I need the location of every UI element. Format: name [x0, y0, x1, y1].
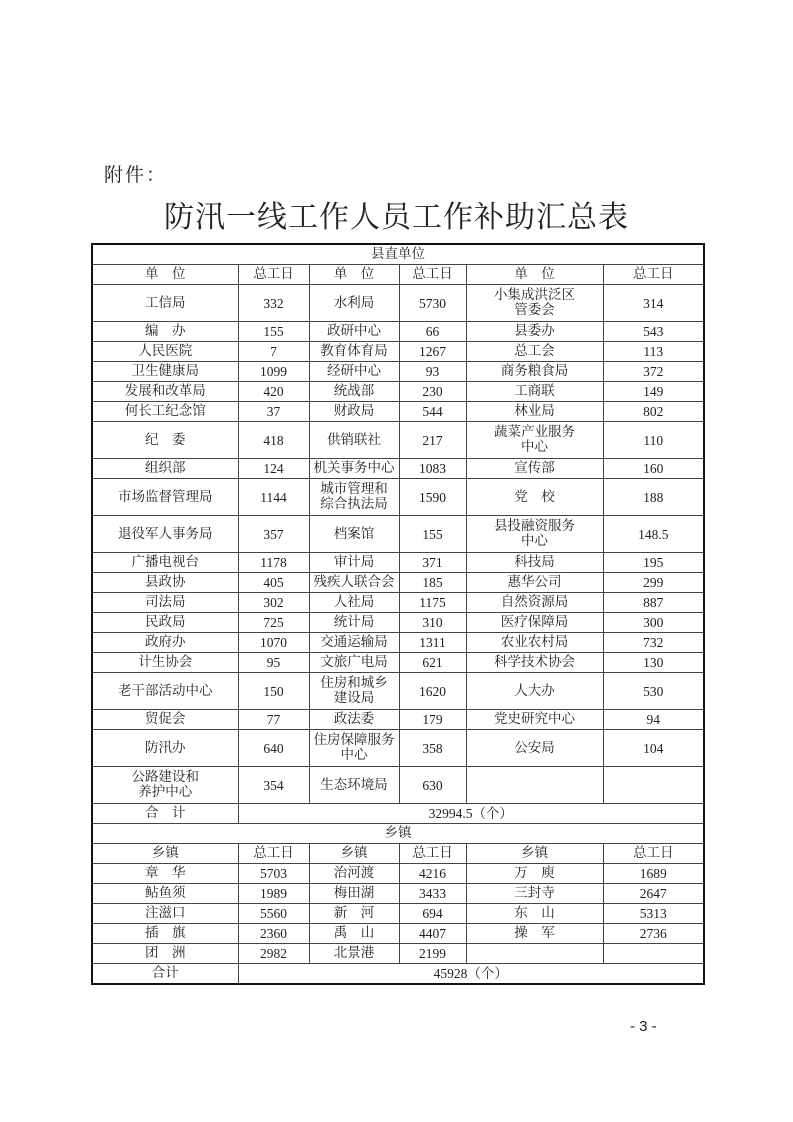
- unit-cell: 政研中心: [309, 322, 399, 342]
- workdays-cell: 299: [603, 573, 704, 593]
- unit-cell: 东 山: [466, 904, 603, 924]
- unit-cell: 注滋口: [92, 904, 238, 924]
- unit-cell: 人民医院: [92, 342, 238, 362]
- table-row: [92, 479, 704, 516]
- workdays-cell: 732: [603, 633, 704, 653]
- workdays-cell: 1144: [238, 479, 309, 516]
- unit-cell: 档案馆: [309, 516, 399, 553]
- unit-cell: 县委办: [466, 322, 603, 342]
- unit-cell: 科技局: [466, 553, 603, 573]
- unit-cell: 三封寺: [466, 884, 603, 904]
- workdays-cell: 95: [238, 653, 309, 673]
- unit-cell: 财政局: [309, 402, 399, 422]
- unit-cell: 交通运输局: [309, 633, 399, 653]
- workdays-cell: 1267: [399, 342, 466, 362]
- column-header: 总工日: [399, 844, 466, 864]
- unit-cell: 科学技术协会: [466, 653, 603, 673]
- workdays-cell: 2360: [238, 924, 309, 944]
- county-column-headers: [92, 265, 704, 285]
- unit-cell: 公安局: [466, 730, 603, 767]
- column-header: 乡镇: [466, 844, 603, 864]
- unit-cell: 自然资源局: [466, 593, 603, 613]
- workdays-cell: 332: [238, 285, 309, 322]
- workdays-cell: 372: [603, 362, 704, 382]
- workdays-cell: 150: [238, 673, 309, 710]
- workdays-cell: 124: [238, 459, 309, 479]
- workdays-cell: 160: [603, 459, 704, 479]
- workdays-cell: 314: [603, 285, 704, 322]
- unit-cell: 计生协会: [92, 653, 238, 673]
- table-row: [92, 944, 704, 964]
- unit-cell: 党 校: [466, 479, 603, 516]
- unit-cell: 小集成洪泛区 管委会: [466, 285, 603, 322]
- workdays-cell: 621: [399, 653, 466, 673]
- column-header: 单 位: [309, 265, 399, 285]
- workdays-cell: 155: [399, 516, 466, 553]
- workdays-cell: 7: [238, 342, 309, 362]
- unit-cell: 老干部活动中心: [92, 673, 238, 710]
- table-row: [92, 382, 704, 402]
- table-row: [92, 673, 704, 710]
- unit-cell: 总工会: [466, 342, 603, 362]
- column-header: 总工日: [238, 844, 309, 864]
- unit-cell: 团 洲: [92, 944, 238, 964]
- workdays-cell: 358: [399, 730, 466, 767]
- workdays-cell: 310: [399, 613, 466, 633]
- unit-cell: 机关事务中心: [309, 459, 399, 479]
- column-header: 总工日: [238, 265, 309, 285]
- table-row: [92, 653, 704, 673]
- total-label: 合计: [92, 964, 238, 985]
- unit-cell: 北景港: [309, 944, 399, 964]
- workdays-cell: 1070: [238, 633, 309, 653]
- unit-cell: 发展和改革局: [92, 382, 238, 402]
- workdays-cell: 887: [603, 593, 704, 613]
- workdays-cell: 1620: [399, 673, 466, 710]
- workdays-cell: 110: [603, 422, 704, 459]
- unit-cell: 住房和城乡 建设局: [309, 673, 399, 710]
- workdays-cell: 2199: [399, 944, 466, 964]
- table-row: [92, 613, 704, 633]
- workdays-cell: 1311: [399, 633, 466, 653]
- unit-cell: 退役军人事务局: [92, 516, 238, 553]
- unit-cell: 禹 山: [309, 924, 399, 944]
- workdays-cell: 195: [603, 553, 704, 573]
- workdays-cell: 66: [399, 322, 466, 342]
- workdays-cell: 420: [238, 382, 309, 402]
- unit-cell: 市场监督管理局: [92, 479, 238, 516]
- column-header: 总工日: [603, 844, 704, 864]
- unit-cell: 人大办: [466, 673, 603, 710]
- unit-cell: 新 河: [309, 904, 399, 924]
- unit-cell: 纪 委: [92, 422, 238, 459]
- table-row: [92, 864, 704, 884]
- unit-cell: 广播电视台: [92, 553, 238, 573]
- unit-cell: 水利局: [309, 285, 399, 322]
- unit-cell: 惠华公司: [466, 573, 603, 593]
- workdays-cell: [603, 767, 704, 804]
- unit-cell: 卫生健康局: [92, 362, 238, 382]
- workdays-cell: 1083: [399, 459, 466, 479]
- unit-cell: 生态环境局: [309, 767, 399, 804]
- workdays-cell: 530: [603, 673, 704, 710]
- total-label: 合 计: [92, 804, 238, 824]
- workdays-cell: 149: [603, 382, 704, 402]
- unit-cell: 统战部: [309, 382, 399, 402]
- workdays-cell: 130: [603, 653, 704, 673]
- workdays-cell: 179: [399, 710, 466, 730]
- unit-cell: 统计局: [309, 613, 399, 633]
- workdays-cell: 93: [399, 362, 466, 382]
- table-row: [92, 904, 704, 924]
- workdays-cell: 543: [603, 322, 704, 342]
- workdays-cell: 725: [238, 613, 309, 633]
- table-row: [92, 285, 704, 322]
- table-row: [92, 322, 704, 342]
- township-total-row: [92, 964, 704, 985]
- workdays-cell: 640: [238, 730, 309, 767]
- workdays-cell: 1178: [238, 553, 309, 573]
- column-header: 总工日: [603, 265, 704, 285]
- unit-cell: 民政局: [92, 613, 238, 633]
- workdays-cell: 2647: [603, 884, 704, 904]
- workdays-cell: 1689: [603, 864, 704, 884]
- unit-cell: 政府办: [92, 633, 238, 653]
- unit-cell: 农业农村局: [466, 633, 603, 653]
- unit-cell: 经研中心: [309, 362, 399, 382]
- unit-cell: 林业局: [466, 402, 603, 422]
- workdays-cell: 802: [603, 402, 704, 422]
- unit-cell: 文旅广电局: [309, 653, 399, 673]
- workdays-cell: 148.5: [603, 516, 704, 553]
- total-value: 45928（个）: [238, 964, 704, 985]
- unit-cell: 城市管理和 综合执法局: [309, 479, 399, 516]
- unit-cell: 蔬菜产业服务 中心: [466, 422, 603, 459]
- unit-cell: 组织部: [92, 459, 238, 479]
- column-header: 总工日: [399, 265, 466, 285]
- workdays-cell: 1590: [399, 479, 466, 516]
- workdays-cell: 3433: [399, 884, 466, 904]
- table-row: [92, 362, 704, 382]
- unit-cell: 公路建设和 养护中心: [92, 767, 238, 804]
- workdays-cell: 354: [238, 767, 309, 804]
- table-row: [92, 710, 704, 730]
- workdays-cell: 2982: [238, 944, 309, 964]
- table-row: [92, 633, 704, 653]
- unit-cell: 教育体育局: [309, 342, 399, 362]
- table-row: [92, 767, 704, 804]
- workdays-cell: 357: [238, 516, 309, 553]
- township-column-headers: [92, 844, 704, 864]
- summary-table: [91, 243, 705, 985]
- unit-cell: 编 办: [92, 322, 238, 342]
- column-header: 乡镇: [309, 844, 399, 864]
- column-header: 单 位: [92, 265, 238, 285]
- workdays-cell: 694: [399, 904, 466, 924]
- workdays-cell: 4216: [399, 864, 466, 884]
- section-title: 乡镇: [92, 824, 704, 844]
- table-row: [92, 516, 704, 553]
- table-row: [92, 459, 704, 479]
- table-row: [92, 553, 704, 573]
- page-number: - 3 -: [630, 1018, 657, 1035]
- county-section-header: [92, 244, 704, 265]
- unit-cell: [466, 944, 603, 964]
- unit-cell: 治河渡: [309, 864, 399, 884]
- unit-cell: 司法局: [92, 593, 238, 613]
- unit-cell: 万 庾: [466, 864, 603, 884]
- workdays-cell: 405: [238, 573, 309, 593]
- unit-cell: [466, 767, 603, 804]
- workdays-cell: 1175: [399, 593, 466, 613]
- workdays-cell: 2736: [603, 924, 704, 944]
- column-header: 单 位: [466, 265, 603, 285]
- workdays-cell: 94: [603, 710, 704, 730]
- unit-cell: 县投融资服务 中心: [466, 516, 603, 553]
- unit-cell: 政法委: [309, 710, 399, 730]
- total-value: 32994.5（个）: [238, 804, 704, 824]
- section-title: 县直单位: [92, 244, 704, 265]
- table-row: [92, 342, 704, 362]
- workdays-cell: 37: [238, 402, 309, 422]
- workdays-cell: 371: [399, 553, 466, 573]
- workdays-cell: 113: [603, 342, 704, 362]
- attachment-label: 附件：: [104, 164, 168, 186]
- workdays-cell: 188: [603, 479, 704, 516]
- unit-cell: 住房保障服务 中心: [309, 730, 399, 767]
- table-row: [92, 402, 704, 422]
- unit-cell: 防汛办: [92, 730, 238, 767]
- unit-cell: 商务粮食局: [466, 362, 603, 382]
- unit-cell: 人社局: [309, 593, 399, 613]
- unit-cell: 残疾人联合会: [309, 573, 399, 593]
- workdays-cell: 217: [399, 422, 466, 459]
- workdays-cell: 4407: [399, 924, 466, 944]
- unit-cell: 插 旗: [92, 924, 238, 944]
- workdays-cell: 5730: [399, 285, 466, 322]
- workdays-cell: 302: [238, 593, 309, 613]
- workdays-cell: [603, 944, 704, 964]
- unit-cell: 梅田湖: [309, 884, 399, 904]
- workdays-cell: 1099: [238, 362, 309, 382]
- workdays-cell: 5313: [603, 904, 704, 924]
- unit-cell: 供销联社: [309, 422, 399, 459]
- unit-cell: 章 华: [92, 864, 238, 884]
- table-row: [92, 924, 704, 944]
- table-row: [92, 593, 704, 613]
- table-row: [92, 730, 704, 767]
- township-section-header: [92, 824, 704, 844]
- unit-cell: 贸促会: [92, 710, 238, 730]
- workdays-cell: 155: [238, 322, 309, 342]
- workdays-cell: 5560: [238, 904, 309, 924]
- document-title: 防汛一线工作人员工作补助汇总表: [164, 200, 629, 235]
- unit-cell: 鲇鱼须: [92, 884, 238, 904]
- workdays-cell: 300: [603, 613, 704, 633]
- workdays-cell: 630: [399, 767, 466, 804]
- workdays-cell: 5703: [238, 864, 309, 884]
- workdays-cell: 544: [399, 402, 466, 422]
- unit-cell: 何长工纪念馆: [92, 402, 238, 422]
- unit-cell: 党史研究中心: [466, 710, 603, 730]
- workdays-cell: 230: [399, 382, 466, 402]
- column-header: 乡镇: [92, 844, 238, 864]
- table-row: [92, 884, 704, 904]
- unit-cell: 操 军: [466, 924, 603, 944]
- table-row: [92, 422, 704, 459]
- county-total-row: [92, 804, 704, 824]
- unit-cell: 工信局: [92, 285, 238, 322]
- unit-cell: 宣传部: [466, 459, 603, 479]
- workdays-cell: 1989: [238, 884, 309, 904]
- unit-cell: 工商联: [466, 382, 603, 402]
- workdays-cell: 104: [603, 730, 704, 767]
- workdays-cell: 77: [238, 710, 309, 730]
- unit-cell: 医疗保障局: [466, 613, 603, 633]
- unit-cell: 县政协: [92, 573, 238, 593]
- workdays-cell: 185: [399, 573, 466, 593]
- table-row: [92, 573, 704, 593]
- workdays-cell: 418: [238, 422, 309, 459]
- unit-cell: 审计局: [309, 553, 399, 573]
